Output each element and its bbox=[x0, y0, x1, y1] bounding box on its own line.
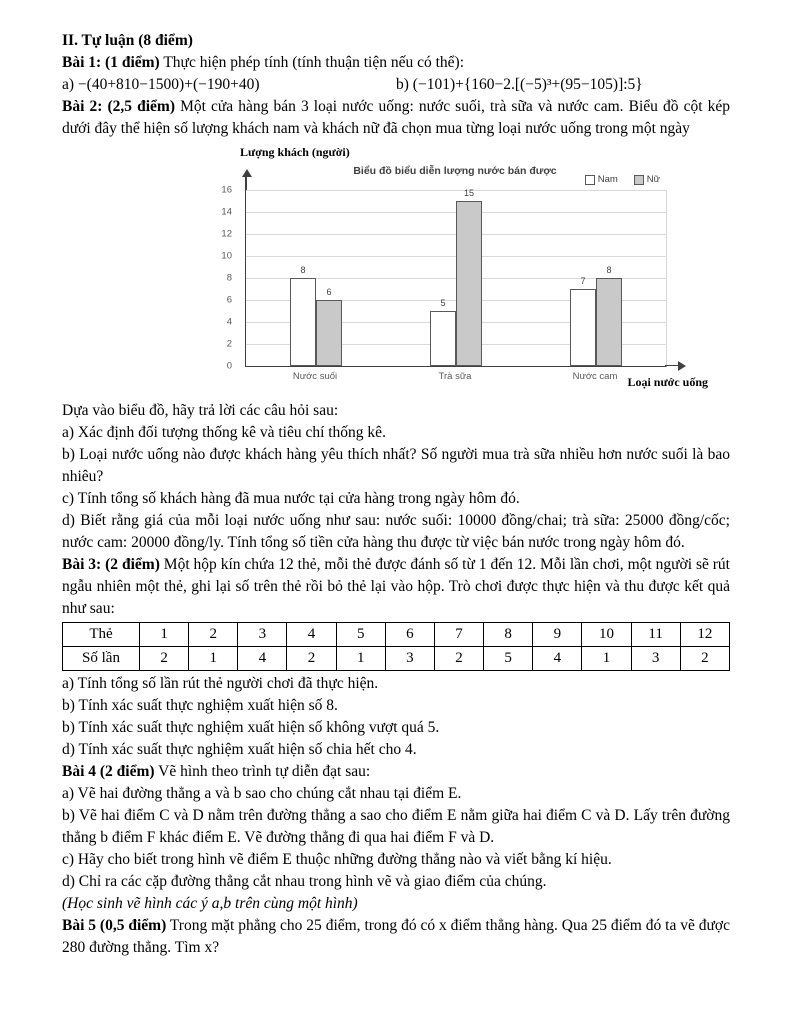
bar-group-3 bbox=[526, 190, 666, 366]
chart-x-axis-title: Loại nước uống bbox=[627, 375, 708, 389]
table-cell: 3 bbox=[631, 647, 680, 671]
bar-group-1 bbox=[246, 190, 386, 366]
table-cell: 11 bbox=[631, 623, 680, 647]
y-tick-label: 8 bbox=[226, 272, 232, 284]
bai4-question-d: d) Chỉ ra các cặp đường thẳng cắt nhau trong hình vẽ và giao điểm của chúng. bbox=[62, 873, 547, 890]
table-cell: 2 bbox=[287, 647, 336, 671]
bar-nam-1 bbox=[290, 278, 316, 366]
bai2-heading bbox=[62, 96, 730, 140]
bai2-intro: Một cửa hàng bán 3 loại nước uống: nước suối, trà sữa và nước cam. Biểu đồ cột kép dưới đây thể hiện số lượng khách nam và khách nữ đã chọn mua từng loại nước uống trong một ngày bbox=[62, 98, 730, 137]
legend-swatch-icon bbox=[585, 175, 595, 185]
table-cell: 8 bbox=[484, 623, 533, 647]
table-cell: 4 bbox=[287, 623, 336, 647]
y-tick-label: 2 bbox=[226, 338, 232, 350]
chart-bar-groups bbox=[246, 190, 666, 366]
x-category-label: Nước suối bbox=[292, 371, 338, 382]
bar-wrap bbox=[596, 264, 622, 366]
table-cell: 5 bbox=[336, 623, 385, 647]
bai3-question-d: d) Tính xác suất thực nghiệm xuất hiện số chia hết cho 4. bbox=[62, 741, 417, 758]
bai2-question-b: b) Loại nước uống nào được khách hàng yêu thích nhất? Số người mua trà sữa nhiều hơn nước suối là bao nhiêu? bbox=[62, 446, 730, 485]
bai5-label: Bài 5 (0,5 điểm) bbox=[62, 917, 167, 934]
chart-x-axis-arrow-icon bbox=[678, 361, 686, 371]
table-cell: 7 bbox=[434, 623, 483, 647]
bai1-label: Bài 1: (1 điểm) bbox=[62, 54, 160, 71]
bai2-label: Bài 2: (2,5 điểm) bbox=[62, 98, 175, 115]
chart-title: Biểu đồ biểu diễn lượng nước bán được bbox=[353, 165, 557, 177]
bar-value-label: 6 bbox=[326, 287, 332, 298]
bai1-intro: Thực hiện phép tính (tính thuận tiện nếu có thể): bbox=[163, 54, 465, 71]
table-cell: 5 bbox=[484, 647, 533, 671]
bai3-question-b1: b) Tính xác suất thực nghiệm xuất hiện số 8. bbox=[62, 697, 338, 714]
bai4-note: (Học sinh vẽ hình các ý a,b trên cùng một hình) bbox=[62, 895, 358, 912]
bai2-chart bbox=[200, 144, 708, 390]
bai2-question-a: a) Xác định đối tượng thống kê và tiêu chí thống kê. bbox=[62, 424, 386, 441]
bar-nữ-1 bbox=[316, 300, 342, 366]
bar-nam-3 bbox=[570, 289, 596, 366]
bar-value-label: 8 bbox=[606, 265, 612, 276]
bai1-expression-a: a) −(40+810−1500)+(−190+40) bbox=[62, 76, 260, 93]
y-tick-label: 12 bbox=[221, 228, 232, 240]
bar-value-label: 15 bbox=[463, 188, 474, 199]
bai3-heading bbox=[62, 554, 730, 620]
table-row-label: Số lần bbox=[63, 647, 140, 671]
bai4-intro: Vẽ hình theo trình tự diễn đạt sau: bbox=[158, 763, 371, 780]
bar-wrap bbox=[430, 297, 456, 366]
table-cell: 2 bbox=[189, 623, 238, 647]
bar-wrap bbox=[316, 286, 342, 366]
bar-group-2 bbox=[386, 190, 526, 366]
table-cell: 6 bbox=[385, 623, 434, 647]
table-cell: 2 bbox=[680, 647, 729, 671]
bar-value-label: 8 bbox=[300, 265, 306, 276]
bai5-text: Trong mặt phẳng cho 25 điểm, trong đó có x điểm thẳng hàng. Qua 25 điểm đó ta vẽ được 280 đường thẳng. Tìm x? bbox=[62, 917, 730, 956]
table-cell: 4 bbox=[533, 647, 582, 671]
section-title: II. Tự luận (8 điểm) bbox=[62, 32, 193, 49]
table-cell: 3 bbox=[385, 647, 434, 671]
bar-value-label: 5 bbox=[440, 298, 446, 309]
chart-plot-area bbox=[245, 190, 667, 367]
x-category-label: Trà sữa bbox=[438, 371, 472, 382]
table-row bbox=[63, 647, 730, 671]
bai2-question-d: d) Biết rằng giá của mỗi loại nước uống như sau: nước suối: 10000 đồng/chai; trà sữa: 25000 đồng/cốc; nước cam: 20000 đồng/ly. Tính tổng số tiền cửa hàng thu được từ việc bán nước trong ngày hôm đó. bbox=[62, 512, 730, 551]
bar-nam-2 bbox=[430, 311, 456, 366]
table-cell: 12 bbox=[680, 623, 729, 647]
table-cell: 3 bbox=[238, 623, 287, 647]
bar-wrap bbox=[570, 275, 596, 366]
chart-y-ticks bbox=[200, 184, 240, 372]
bai4-label: Bài 4 (2 điểm) bbox=[62, 763, 155, 780]
y-tick-label: 4 bbox=[226, 316, 232, 328]
table-row-label: Thẻ bbox=[63, 623, 140, 647]
legend-label: Nữ bbox=[646, 174, 660, 185]
chart-legend bbox=[585, 173, 660, 186]
bai3-question-a: a) Tính tổng số lần rút thẻ người chơi đã thực hiện. bbox=[62, 675, 379, 692]
y-tick-label: 6 bbox=[226, 294, 232, 306]
table-row bbox=[63, 623, 730, 647]
bar-value-label: 7 bbox=[580, 276, 586, 287]
legend-item-nam bbox=[585, 173, 618, 186]
bai4-question-b: b) Vẽ hai điểm C và D nằm trên đường thẳng a sao cho điểm E nằm giữa hai điểm C và D. Lấy trên đường thẳng b điểm F khác điểm E. Vẽ đường thẳng đi qua hai điểm F và D. bbox=[62, 807, 730, 846]
bai4-question-c: c) Hãy cho biết trong hình vẽ điểm E thuộc những đường thẳng nào và viết bằng kí hiệu. bbox=[62, 851, 612, 868]
x-category-label: Nước cam bbox=[572, 371, 618, 382]
chart-y-axis-title: Lượng khách (người) bbox=[240, 145, 350, 159]
legend-item-nữ bbox=[634, 173, 660, 186]
legend-label: Nam bbox=[597, 174, 618, 185]
bai4-heading bbox=[62, 761, 730, 783]
table-cell: 10 bbox=[582, 623, 631, 647]
chart-x-categories bbox=[245, 370, 665, 383]
bai3-intro: Một hộp kín chứa 12 thẻ, mỗi thẻ được đánh số từ 1 đến 12. Mỗi lần chơi, một người sẽ rút ngẫu nhiên một thẻ, ghi lại số trên thẻ rồi bỏ thẻ lại vào hộp. Trò chơi được thực hiện và thu được kết quả như sau: bbox=[62, 556, 730, 617]
table-cell: 4 bbox=[238, 647, 287, 671]
bai5-heading bbox=[62, 915, 730, 959]
bai3-table-body bbox=[63, 623, 730, 671]
table-cell: 1 bbox=[189, 647, 238, 671]
table-cell: 2 bbox=[434, 647, 483, 671]
bai1-heading bbox=[62, 52, 730, 74]
bai3-question-b2: b) Tính xác suất thực nghiệm xuất hiện số không vượt quá 5. bbox=[62, 719, 440, 736]
bai2-question-c: c) Tính tổng số khách hàng đã mua nước tại cửa hàng trong ngày hôm đó. bbox=[62, 490, 520, 507]
bai4-question-a: a) Vẽ hai đường thẳng a và b sao cho chúng cắt nhau tại điểm E. bbox=[62, 785, 462, 802]
bar-wrap bbox=[290, 264, 316, 366]
legend-swatch-icon bbox=[634, 175, 644, 185]
chart-y-axis-line bbox=[245, 177, 247, 190]
chart-x-axis-line bbox=[665, 365, 679, 367]
y-tick-label: 10 bbox=[221, 250, 232, 262]
bar-wrap bbox=[456, 187, 482, 366]
bai3-table bbox=[62, 622, 730, 671]
y-tick-label: 0 bbox=[226, 360, 232, 372]
chart-y-axis-arrow-icon bbox=[242, 169, 252, 177]
table-cell: 2 bbox=[140, 647, 189, 671]
bai3-label: Bài 3: (2 điểm) bbox=[62, 556, 160, 573]
table-cell: 1 bbox=[336, 647, 385, 671]
bai1-expression-b: b) (−101)+{160−2.[(−5)³+(95−105)]:5} bbox=[396, 76, 643, 93]
y-tick-label: 14 bbox=[221, 206, 232, 218]
bar-nữ-2 bbox=[456, 201, 482, 366]
bai2-questions-intro: Dựa vào biểu đồ, hãy trả lời các câu hỏi sau: bbox=[62, 402, 339, 419]
bai1-expressions bbox=[62, 74, 730, 96]
table-cell: 9 bbox=[533, 623, 582, 647]
bar-nữ-3 bbox=[596, 278, 622, 366]
table-cell: 1 bbox=[582, 647, 631, 671]
table-cell: 1 bbox=[140, 623, 189, 647]
y-tick-label: 16 bbox=[221, 184, 232, 196]
